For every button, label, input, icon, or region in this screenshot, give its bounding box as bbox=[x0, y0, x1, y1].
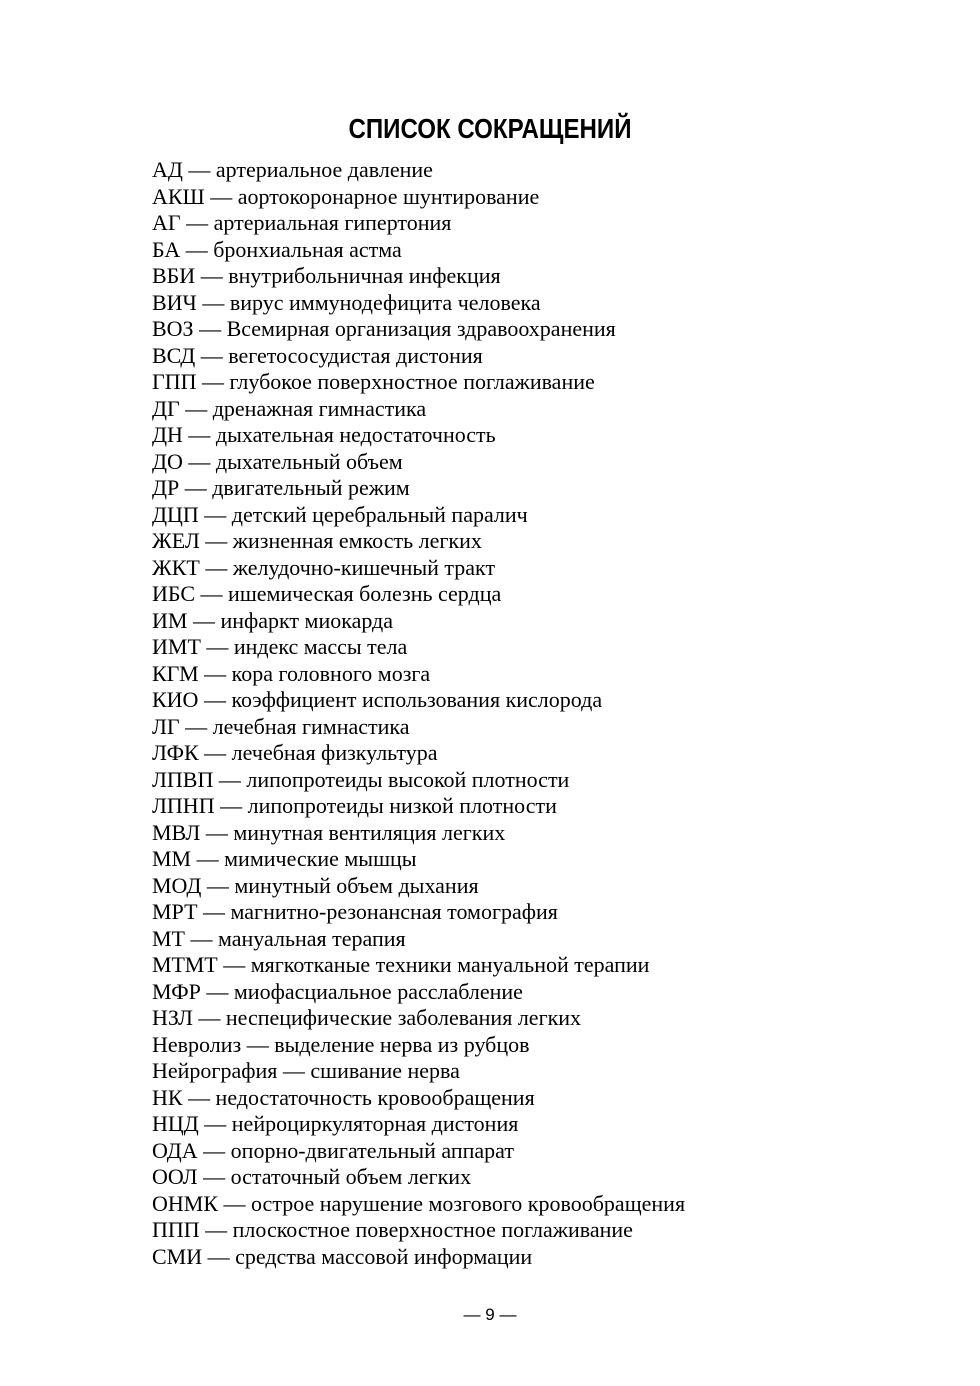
list-item: ЖЕЛ — жизненная емкость легких bbox=[152, 528, 482, 553]
list-item: ЖКТ — желудочно-кишечный тракт bbox=[152, 554, 496, 580]
list-item: ДН — дыхательная недостаточность bbox=[152, 422, 496, 447]
list-item: ООЛ — остаточный объем легких bbox=[152, 1164, 472, 1189]
list-item: ВСД — вегетососудистая дистония bbox=[152, 342, 483, 368]
list-item: Невролиз — выделение нерва из рубцов bbox=[152, 1031, 530, 1057]
list-item: ВБИ — внутрибольничная инфекция bbox=[152, 263, 501, 288]
list-item: ДР — двигательный режим bbox=[152, 475, 410, 500]
list-item: АКШ — аортокоронарное шунтирование bbox=[152, 183, 540, 209]
list-item: ЛПНП — липопротеиды низкой плотности bbox=[152, 793, 557, 818]
page-number: — 9 — bbox=[463, 1305, 517, 1324]
list-item: ВИЧ — вирус иммунодефицита человека bbox=[152, 289, 541, 315]
list-item: МТ — мануальная терапия bbox=[152, 925, 406, 951]
list-item: ИМ — инфаркт миокарда bbox=[152, 607, 394, 633]
list-item: БА — бронхиальная астма bbox=[152, 236, 402, 262]
list-item: ЛФК — лечебная физкультура bbox=[152, 740, 438, 765]
list-item: ИМТ — индекс массы тела bbox=[152, 634, 408, 659]
list-item: НК — недостаточность кровообращения bbox=[152, 1084, 535, 1110]
list-item: ДЦП — детский церебральный паралич bbox=[152, 501, 528, 527]
list-item: ЛПВП — липопротеиды высокой плотности bbox=[152, 766, 570, 792]
list-item: МВЛ — минутная вентиляция легких bbox=[152, 819, 506, 845]
list-item: ДО — дыхательный объем bbox=[152, 448, 403, 474]
list-item: ДГ — дренажная гимнастика bbox=[152, 395, 427, 421]
list-item: МТМТ — мягкотканые техники мануальной терапии bbox=[152, 952, 650, 977]
list-item: ММ — мимические мышцы bbox=[152, 846, 417, 871]
list-item: Нейрография — сшивание нерва bbox=[152, 1058, 460, 1083]
list-item: МФР — миофасциальное расслабление bbox=[152, 978, 523, 1004]
list-item: НЦД — нейроциркуляторная дистония bbox=[152, 1111, 519, 1136]
list-item: СМИ — средства массовой информации bbox=[152, 1243, 533, 1269]
list-item: ИБС — ишемическая болезнь сердца bbox=[152, 581, 502, 606]
list-item: ППП — плоскостное поверхностное поглаживание bbox=[152, 1217, 633, 1242]
list-item: АД — артериальное давление bbox=[152, 157, 433, 182]
page-title: СПИСОК СОКРАЩЕНИЙ bbox=[348, 112, 632, 144]
abbreviation-list bbox=[152, 157, 685, 1270]
list-item: ЛГ — лечебная гимнастика bbox=[152, 713, 410, 739]
list-item: ВОЗ — Всемирная организация здравоохранения bbox=[152, 316, 616, 341]
list-item: ГПП — глубокое поверхностное поглаживание bbox=[152, 369, 595, 394]
list-item: НЗЛ — неспецифические заболевания легких bbox=[152, 1005, 582, 1030]
list-item: МРТ — магнитно-резонансная томография bbox=[152, 899, 558, 924]
list-item: АГ — артериальная гипертония bbox=[152, 210, 452, 235]
list-item: ОДА — опорно-двигательный аппарат bbox=[152, 1137, 514, 1163]
list-item: КГМ — кора головного мозга bbox=[152, 660, 431, 686]
list-item: КИО — коэффициент использования кислорода bbox=[152, 687, 603, 712]
list-item: ОНМК — острое нарушение мозгового кровообращения bbox=[152, 1190, 686, 1216]
list-item: МОД — минутный объем дыхания bbox=[152, 872, 479, 898]
